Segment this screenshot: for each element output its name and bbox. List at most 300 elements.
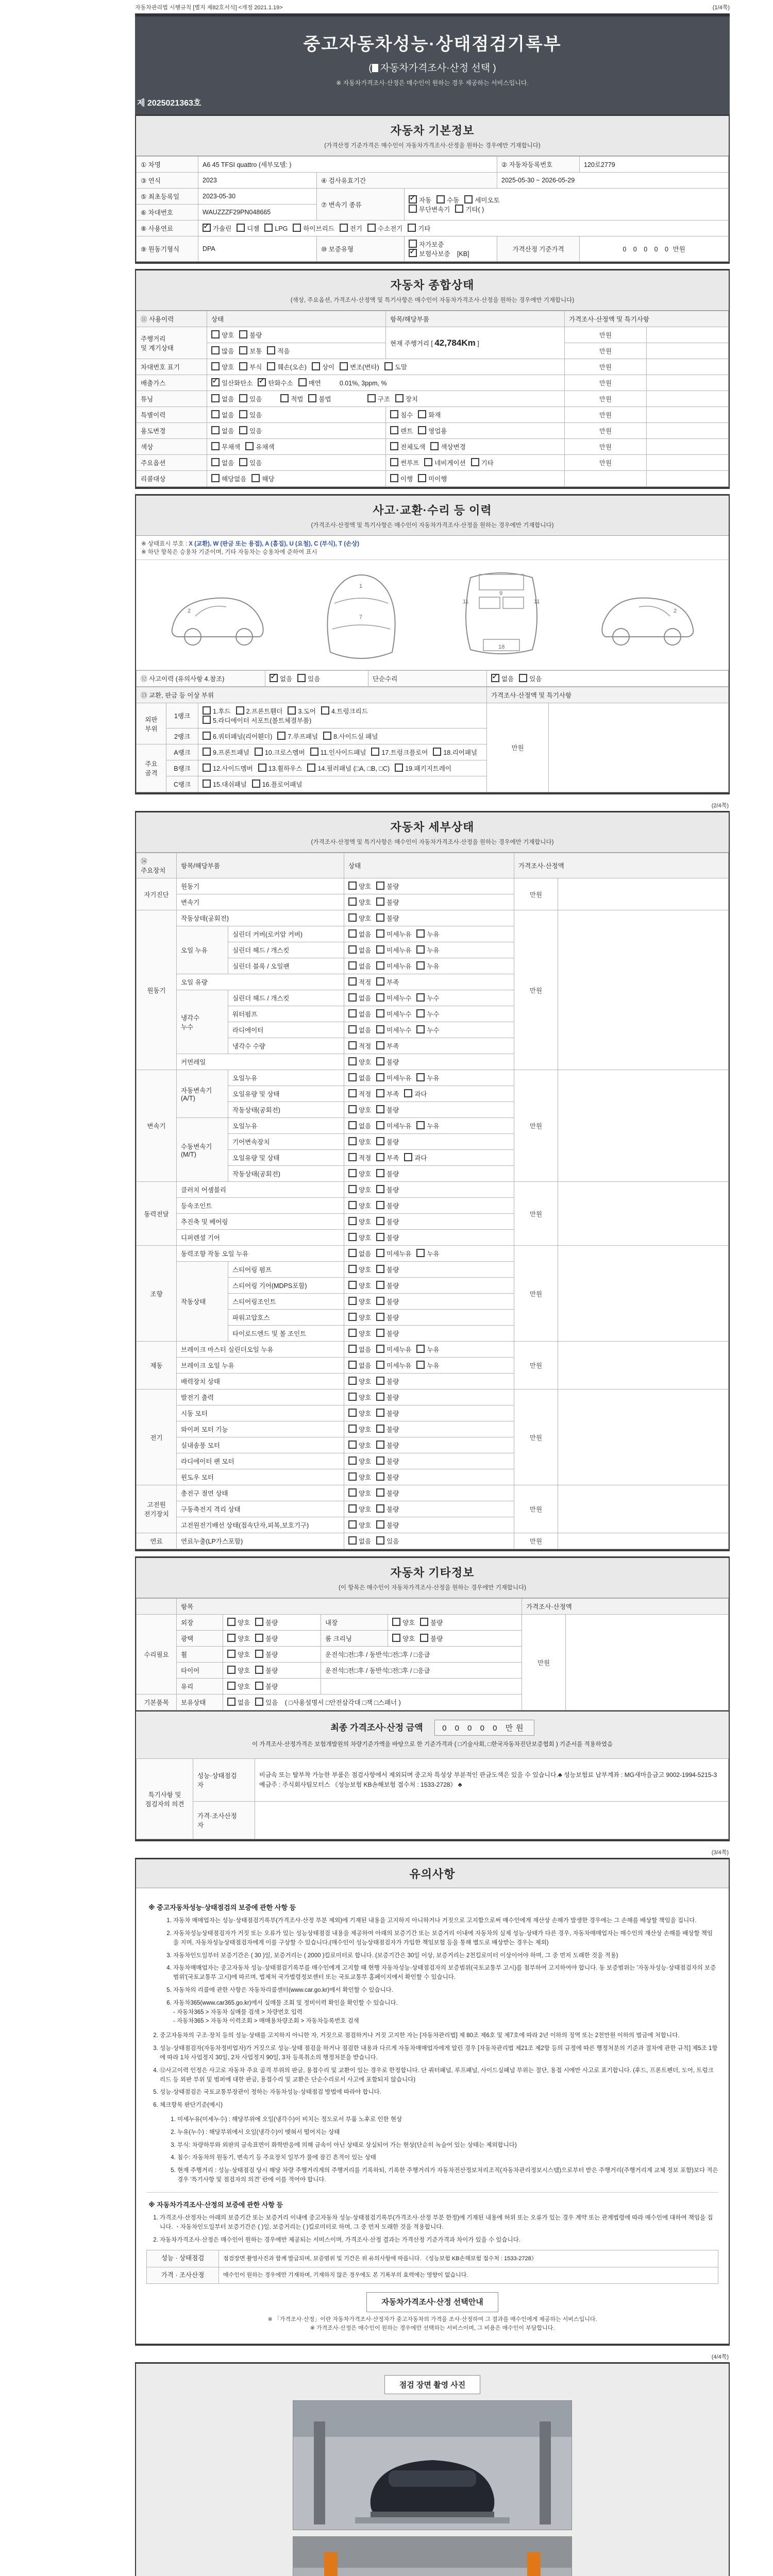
- checkbox[interactable]: [211, 346, 220, 354]
- checkbox[interactable]: [376, 1281, 384, 1289]
- checkbox[interactable]: [348, 913, 357, 922]
- checkbox[interactable]: [297, 674, 306, 682]
- checkbox[interactable]: [371, 748, 379, 756]
- checkbox-option[interactable]: [239, 410, 262, 419]
- checkbox[interactable]: [348, 1329, 357, 1337]
- checkbox-option[interactable]: [348, 882, 371, 891]
- checkbox-option[interactable]: [348, 1425, 371, 1434]
- checkbox[interactable]: [348, 1249, 357, 1257]
- checkbox[interactable]: [376, 1249, 384, 1257]
- checkbox[interactable]: [348, 1169, 357, 1177]
- checkbox-option[interactable]: [211, 474, 246, 483]
- checkbox-option[interactable]: [376, 1281, 399, 1290]
- checkbox[interactable]: [348, 1297, 357, 1305]
- checkbox-option[interactable]: [348, 1201, 371, 1210]
- checkbox-option[interactable]: [348, 1361, 371, 1370]
- checkbox-option[interactable]: [239, 362, 262, 371]
- checkbox[interactable]: [277, 732, 285, 740]
- checkbox-option[interactable]: [409, 205, 450, 214]
- checkbox[interactable]: [348, 1217, 357, 1225]
- checkbox[interactable]: [340, 362, 348, 370]
- checkbox-option[interactable]: [376, 1153, 399, 1162]
- checkbox[interactable]: [211, 330, 220, 338]
- checkbox[interactable]: [376, 1153, 384, 1161]
- checkbox-option[interactable]: [348, 945, 371, 955]
- checkbox-option[interactable]: [376, 1488, 399, 1498]
- checkbox[interactable]: [376, 1504, 384, 1513]
- checkbox[interactable]: [348, 1025, 357, 1033]
- checkbox[interactable]: [376, 1169, 384, 1177]
- checkbox[interactable]: [348, 1345, 357, 1353]
- checkbox-option[interactable]: [348, 1456, 371, 1466]
- checkbox-option[interactable]: [258, 764, 303, 773]
- checkbox[interactable]: [239, 458, 247, 466]
- checkbox[interactable]: [348, 1425, 357, 1433]
- checkbox[interactable]: [239, 330, 247, 338]
- checkbox[interactable]: [376, 1009, 384, 1018]
- checkbox[interactable]: [418, 410, 426, 418]
- checkbox[interactable]: [376, 1265, 384, 1273]
- checkbox-option[interactable]: [348, 1153, 371, 1162]
- checkbox[interactable]: [348, 1456, 357, 1465]
- checkbox-option[interactable]: [376, 1345, 411, 1354]
- checkbox-option[interactable]: [348, 1089, 371, 1098]
- checkbox-option[interactable]: [376, 961, 411, 971]
- checkbox[interactable]: [376, 1472, 384, 1481]
- checkbox[interactable]: [376, 1233, 384, 1241]
- checkbox-option[interactable]: [376, 1073, 411, 1082]
- checkbox-option[interactable]: [348, 1377, 371, 1386]
- checkbox[interactable]: [430, 442, 439, 450]
- checkbox[interactable]: [409, 249, 417, 257]
- checkbox[interactable]: [203, 224, 211, 232]
- checkbox[interactable]: [348, 1201, 357, 1209]
- checkbox-option[interactable]: [404, 1153, 427, 1162]
- checkbox[interactable]: [348, 882, 357, 890]
- checkbox[interactable]: [348, 993, 357, 1002]
- checkbox-option[interactable]: [211, 442, 240, 451]
- checkbox-option[interactable]: [416, 1249, 439, 1258]
- checkbox[interactable]: [312, 362, 320, 370]
- checkbox[interactable]: [211, 378, 220, 386]
- checkbox-option[interactable]: [348, 1185, 371, 1194]
- checkbox[interactable]: [203, 706, 211, 715]
- checkbox[interactable]: [239, 346, 247, 354]
- checkbox-option[interactable]: [376, 1057, 399, 1066]
- checkbox[interactable]: [310, 748, 318, 756]
- checkbox[interactable]: [280, 394, 289, 402]
- checkbox-option[interactable]: [348, 961, 371, 971]
- checkbox[interactable]: [348, 1440, 357, 1449]
- checkbox[interactable]: [471, 458, 479, 466]
- checkbox-option[interactable]: [348, 1217, 371, 1226]
- checkbox-option[interactable]: [409, 195, 431, 205]
- checkbox[interactable]: [348, 1488, 357, 1497]
- checkbox-option[interactable]: [270, 674, 292, 683]
- checkbox-option[interactable]: [376, 945, 411, 955]
- checkbox-option[interactable]: [348, 1025, 371, 1035]
- checkbox-option[interactable]: [348, 1297, 371, 1306]
- checkbox-option[interactable]: [277, 732, 318, 741]
- checkbox-option[interactable]: [376, 1265, 399, 1274]
- checkbox[interactable]: [433, 748, 441, 756]
- checkbox-option[interactable]: [376, 882, 399, 891]
- checkbox-option[interactable]: [416, 1361, 439, 1370]
- checkbox[interactable]: [418, 426, 426, 434]
- checkbox-option[interactable]: [376, 1089, 399, 1098]
- checkbox[interactable]: [211, 410, 220, 418]
- checkbox[interactable]: [376, 1409, 384, 1417]
- checkbox-option[interactable]: [519, 674, 542, 683]
- checkbox-option[interactable]: [348, 1169, 371, 1178]
- checkbox[interactable]: [348, 945, 357, 954]
- checkbox-option[interactable]: [348, 1265, 371, 1274]
- checkbox[interactable]: [392, 1618, 400, 1626]
- checkbox-option[interactable]: [416, 929, 439, 939]
- checkbox[interactable]: [395, 764, 403, 772]
- checkbox-option[interactable]: [392, 1618, 415, 1627]
- checkbox-option[interactable]: [348, 1249, 371, 1258]
- checkbox[interactable]: [298, 378, 307, 386]
- checkbox-option[interactable]: [376, 1249, 411, 1258]
- checkbox-option[interactable]: [404, 1089, 427, 1098]
- checkbox-option[interactable]: [239, 394, 262, 403]
- checkbox[interactable]: [416, 945, 425, 954]
- checkbox-option[interactable]: [348, 1520, 371, 1530]
- checkbox[interactable]: [227, 1634, 236, 1642]
- checkbox[interactable]: [293, 224, 301, 232]
- checkbox-option[interactable]: [376, 1217, 399, 1226]
- checkbox-option[interactable]: [298, 378, 321, 387]
- checkbox[interactable]: [348, 1265, 357, 1273]
- checkbox[interactable]: [416, 1025, 425, 1033]
- checkbox-option[interactable]: [491, 674, 514, 683]
- checkbox-option[interactable]: [239, 330, 262, 340]
- checkbox-option[interactable]: [255, 1682, 278, 1691]
- checkbox-option[interactable]: [376, 1329, 399, 1338]
- checkbox[interactable]: [237, 224, 245, 232]
- checkbox[interactable]: [258, 764, 266, 772]
- checkbox-option[interactable]: [420, 1618, 443, 1627]
- checkbox-option[interactable]: [376, 1456, 399, 1466]
- checkbox-option[interactable]: [416, 993, 439, 1003]
- checkbox[interactable]: [376, 1217, 384, 1225]
- checkbox-option[interactable]: [252, 779, 303, 789]
- checkbox-option[interactable]: [376, 1137, 399, 1146]
- checkbox-option[interactable]: [255, 748, 305, 757]
- checkbox[interactable]: [203, 716, 211, 724]
- checkbox[interactable]: [416, 961, 425, 970]
- checkbox[interactable]: [348, 1137, 357, 1145]
- checkbox[interactable]: [203, 732, 211, 740]
- checkbox-option[interactable]: [348, 1121, 371, 1130]
- checkbox[interactable]: [390, 442, 398, 450]
- checkbox[interactable]: [464, 195, 473, 204]
- checkbox[interactable]: [416, 1361, 425, 1369]
- checkbox-option[interactable]: [376, 1185, 399, 1194]
- checkbox-option[interactable]: [211, 346, 234, 355]
- checkbox-option[interactable]: [348, 1009, 371, 1019]
- checkbox[interactable]: [376, 1073, 384, 1081]
- checkbox[interactable]: [308, 394, 316, 402]
- checkbox-option[interactable]: [203, 779, 247, 789]
- checkbox-option[interactable]: [227, 1618, 250, 1627]
- checkbox[interactable]: [416, 1249, 425, 1257]
- checkbox[interactable]: [236, 706, 244, 715]
- checkbox[interactable]: [376, 913, 384, 922]
- checkbox-option[interactable]: [416, 1345, 439, 1354]
- checkbox-option[interactable]: [420, 1634, 443, 1643]
- checkbox-option[interactable]: [211, 362, 234, 371]
- checkbox-option[interactable]: [376, 1313, 399, 1322]
- checkbox-option[interactable]: [376, 1233, 399, 1242]
- checkbox-option[interactable]: [255, 1634, 278, 1643]
- checkbox[interactable]: [270, 674, 278, 682]
- checkbox[interactable]: [258, 378, 266, 386]
- checkbox[interactable]: [264, 224, 273, 232]
- checkbox[interactable]: [376, 1329, 384, 1337]
- checkbox[interactable]: [255, 1650, 263, 1658]
- checkbox-option[interactable]: [376, 1201, 399, 1210]
- checkbox[interactable]: [348, 929, 357, 938]
- checkbox[interactable]: [239, 426, 247, 434]
- checkbox-option[interactable]: [348, 1472, 371, 1482]
- checkbox-option[interactable]: [255, 1618, 278, 1627]
- checkbox-option[interactable]: [348, 1057, 371, 1066]
- checkbox-option[interactable]: [348, 1536, 371, 1546]
- checkbox-option[interactable]: [348, 1281, 371, 1290]
- checkbox[interactable]: [239, 394, 247, 402]
- checkbox[interactable]: [348, 1313, 357, 1321]
- checkbox[interactable]: [203, 764, 211, 772]
- checkbox[interactable]: [455, 205, 463, 213]
- checkbox-option[interactable]: [376, 1009, 411, 1019]
- checkbox[interactable]: [390, 410, 398, 418]
- checkbox-option[interactable]: [471, 458, 494, 467]
- checkbox-option[interactable]: [376, 1440, 399, 1450]
- checkbox[interactable]: [348, 1057, 357, 1065]
- checkbox[interactable]: [203, 748, 211, 756]
- checkbox-option[interactable]: [348, 1393, 371, 1402]
- checkbox-option[interactable]: [227, 1698, 250, 1707]
- checkbox-option[interactable]: [376, 1025, 411, 1035]
- checkbox-option[interactable]: [376, 977, 399, 987]
- checkbox-option[interactable]: [203, 716, 311, 725]
- checkbox[interactable]: [348, 977, 357, 986]
- checkbox-option[interactable]: [239, 426, 262, 435]
- checkbox-option[interactable]: [211, 330, 234, 340]
- checkbox-option[interactable]: [390, 458, 419, 467]
- checkbox[interactable]: [376, 1137, 384, 1145]
- checkbox-option[interactable]: [255, 1650, 278, 1659]
- checkbox[interactable]: [376, 1041, 384, 1049]
- checkbox[interactable]: [211, 362, 220, 370]
- checkbox[interactable]: [376, 1057, 384, 1065]
- checkbox[interactable]: [376, 945, 384, 954]
- checkbox-option[interactable]: [376, 1361, 411, 1370]
- checkbox-option[interactable]: [376, 929, 411, 939]
- checkbox-option[interactable]: [340, 224, 362, 233]
- checkbox[interactable]: [376, 1425, 384, 1433]
- checkbox[interactable]: [409, 195, 417, 204]
- checkbox[interactable]: [239, 362, 247, 370]
- checkbox[interactable]: [348, 1089, 357, 1097]
- checkbox[interactable]: [376, 1297, 384, 1305]
- checkbox-option[interactable]: [348, 1105, 371, 1114]
- checkbox-option[interactable]: [376, 1377, 399, 1386]
- checkbox-option[interactable]: [297, 674, 320, 683]
- checkbox-option[interactable]: [390, 474, 413, 483]
- checkbox-option[interactable]: [376, 1409, 399, 1418]
- checkbox[interactable]: [251, 474, 260, 482]
- checkbox-option[interactable]: [424, 458, 465, 467]
- checkbox-option[interactable]: [211, 410, 234, 419]
- checkbox[interactable]: [227, 1666, 236, 1674]
- checkbox[interactable]: [348, 961, 357, 970]
- checkbox-option[interactable]: [376, 1169, 399, 1178]
- checkbox[interactable]: [376, 1089, 384, 1097]
- checkbox[interactable]: [255, 748, 263, 756]
- checkbox-option[interactable]: [348, 1409, 371, 1418]
- checkbox-option[interactable]: [390, 442, 425, 451]
- checkbox-option[interactable]: [384, 362, 407, 371]
- checkbox-option[interactable]: [348, 1329, 371, 1338]
- checkbox[interactable]: [420, 1618, 428, 1626]
- checkbox-option[interactable]: [255, 1698, 278, 1707]
- checkbox[interactable]: [519, 674, 527, 682]
- checkbox-option[interactable]: [376, 1393, 399, 1402]
- checkbox[interactable]: [376, 1361, 384, 1369]
- checkbox-option[interactable]: [416, 1025, 439, 1035]
- checkbox[interactable]: [227, 1618, 236, 1626]
- checkbox-option[interactable]: [312, 362, 334, 371]
- checkbox-option[interactable]: [418, 426, 447, 435]
- checkbox[interactable]: [376, 882, 384, 890]
- checkbox-option[interactable]: [376, 1041, 399, 1050]
- checkbox-option[interactable]: [367, 224, 402, 233]
- checkbox[interactable]: [404, 1089, 412, 1097]
- checkbox-option[interactable]: [416, 1073, 439, 1082]
- checkbox-option[interactable]: [251, 474, 274, 483]
- checkbox-option[interactable]: [203, 732, 272, 741]
- checkbox[interactable]: [203, 779, 211, 788]
- checkbox[interactable]: [252, 779, 260, 788]
- checkbox-option[interactable]: [348, 1488, 371, 1498]
- checkbox-option[interactable]: [236, 706, 283, 716]
- checkbox-option[interactable]: [348, 1041, 371, 1050]
- checkbox-option[interactable]: [348, 977, 371, 987]
- checkbox[interactable]: [340, 224, 348, 232]
- checkbox-option[interactable]: [409, 249, 450, 258]
- checkbox-option[interactable]: [376, 1121, 411, 1130]
- checkbox[interactable]: [376, 1025, 384, 1033]
- checkbox[interactable]: [376, 1201, 384, 1209]
- checkbox[interactable]: [323, 732, 331, 740]
- checkbox[interactable]: [392, 1634, 400, 1642]
- checkbox-option[interactable]: [348, 929, 371, 939]
- checkbox-option[interactable]: [227, 1650, 250, 1659]
- checkbox[interactable]: [348, 1009, 357, 1018]
- checkbox[interactable]: [409, 205, 417, 213]
- checkbox[interactable]: [416, 929, 425, 938]
- checkbox-option[interactable]: [376, 1425, 399, 1434]
- checkbox-option[interactable]: [392, 1634, 415, 1643]
- checkbox[interactable]: [227, 1682, 236, 1690]
- checkbox-option[interactable]: [267, 362, 307, 371]
- checkbox[interactable]: [395, 394, 404, 402]
- checkbox[interactable]: [255, 1618, 263, 1626]
- checkbox[interactable]: [404, 1153, 412, 1161]
- checkbox-option[interactable]: [267, 346, 290, 355]
- checkbox-option[interactable]: [348, 1313, 371, 1322]
- checkbox-option[interactable]: [203, 224, 231, 233]
- checkbox[interactable]: [348, 1153, 357, 1161]
- checkbox[interactable]: [418, 474, 426, 482]
- checkbox-option[interactable]: [376, 1105, 399, 1114]
- checkbox[interactable]: [390, 474, 398, 482]
- checkbox-option[interactable]: [416, 961, 439, 971]
- checkbox-option[interactable]: [280, 394, 303, 403]
- checkbox[interactable]: [376, 1313, 384, 1321]
- checkbox-option[interactable]: [376, 897, 399, 907]
- checkbox-option[interactable]: [416, 1009, 439, 1019]
- checkbox-option[interactable]: [416, 1121, 439, 1130]
- checkbox[interactable]: [376, 1185, 384, 1193]
- checkbox-option[interactable]: [418, 410, 441, 419]
- checkbox[interactable]: [348, 1185, 357, 1193]
- checkbox-option[interactable]: [395, 764, 451, 773]
- checkbox[interactable]: [245, 442, 254, 450]
- checkbox-option[interactable]: [348, 1345, 371, 1354]
- checkbox[interactable]: [255, 1698, 263, 1706]
- checkbox-option[interactable]: [348, 1504, 371, 1514]
- checkbox-option[interactable]: [376, 993, 411, 1003]
- checkbox[interactable]: [255, 1682, 263, 1690]
- checkbox-option[interactable]: [227, 1634, 250, 1643]
- checkbox-option[interactable]: [203, 748, 249, 757]
- checkbox[interactable]: [376, 993, 384, 1002]
- checkbox[interactable]: [416, 993, 425, 1002]
- checkbox-option[interactable]: [367, 394, 390, 403]
- checkbox[interactable]: [348, 1073, 357, 1081]
- checkbox-option[interactable]: [390, 426, 413, 435]
- checkbox[interactable]: [211, 394, 220, 402]
- checkbox[interactable]: [348, 1393, 357, 1401]
- checkbox[interactable]: [376, 1456, 384, 1465]
- checkbox-option[interactable]: [255, 1666, 278, 1675]
- checkbox[interactable]: [267, 362, 275, 370]
- checkbox-option[interactable]: [258, 378, 293, 387]
- checkbox-option[interactable]: [348, 897, 371, 907]
- checkbox-option[interactable]: [371, 748, 428, 757]
- checkbox-option[interactable]: [408, 224, 430, 233]
- checkbox[interactable]: [348, 1520, 357, 1529]
- checkbox-option[interactable]: [203, 764, 253, 773]
- checkbox[interactable]: [267, 346, 275, 354]
- checkbox[interactable]: [348, 1409, 357, 1417]
- checkbox[interactable]: [307, 764, 315, 772]
- checkbox-option[interactable]: [227, 1666, 250, 1675]
- checkbox-option[interactable]: [245, 442, 274, 451]
- checkbox[interactable]: [376, 961, 384, 970]
- checkbox-option[interactable]: [211, 458, 234, 467]
- checkbox-option[interactable]: [376, 1297, 399, 1306]
- checkbox[interactable]: [211, 426, 220, 434]
- checkbox-option[interactable]: [390, 410, 413, 419]
- checkbox[interactable]: [348, 1233, 357, 1241]
- checkbox[interactable]: [348, 1504, 357, 1513]
- checkbox[interactable]: [227, 1698, 236, 1706]
